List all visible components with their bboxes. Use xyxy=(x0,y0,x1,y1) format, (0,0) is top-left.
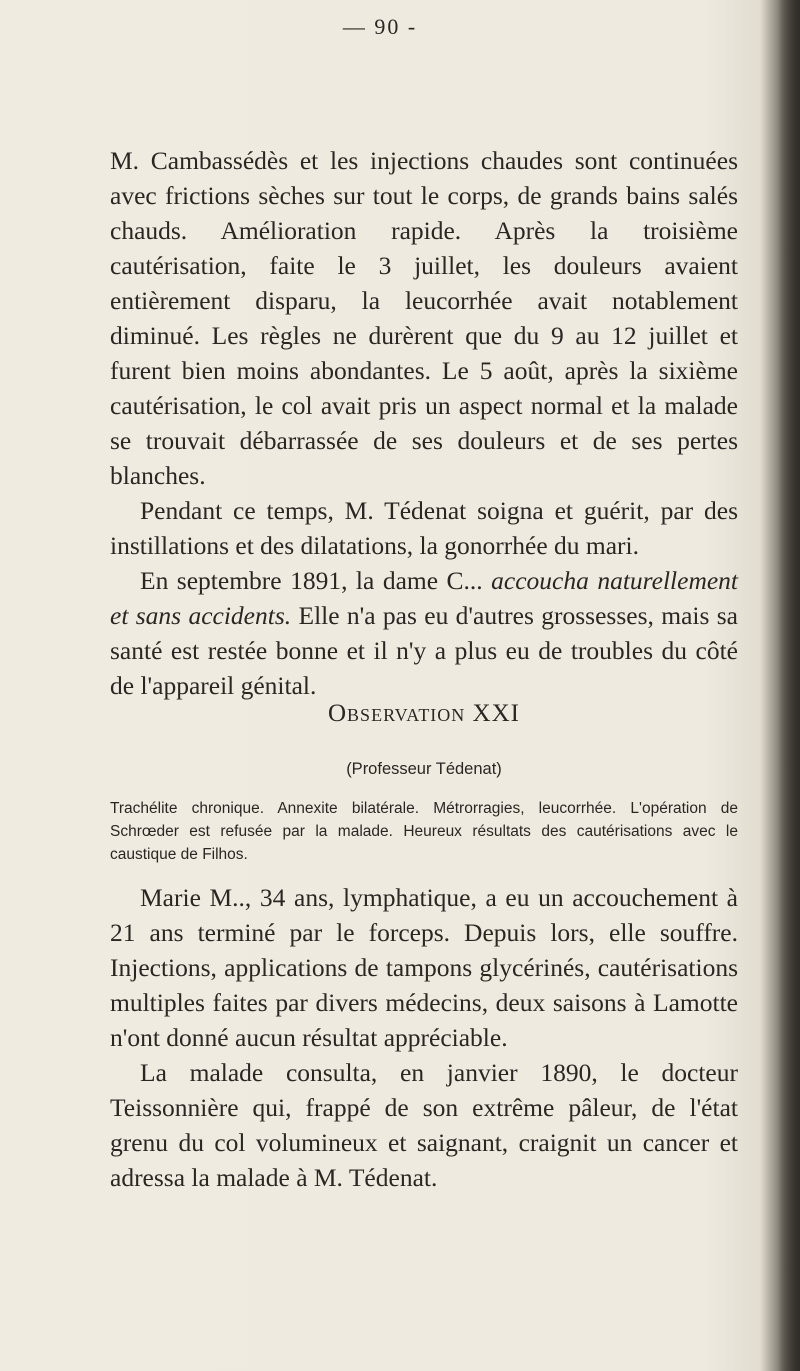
observation-author: (Professeur Tédenat) xyxy=(346,760,502,778)
observation-summary: Trachélite chronique. Annexite bilatérale. Métrorragies, leucorrhée. L'opération de Schrœder est refusée par la malade. Heureux résultats des cautérisations avec le caustique de Filhos. xyxy=(110,800,738,863)
paragraph-5: La malade consulta, en janvier 1890, le docteur Teissonnière qui, frappé de son extrême pâleur, de l'état grenu du col volumineux et saignant, craignit un cancer et adressa la malade à M. Tédenat. xyxy=(110,1058,738,1192)
paragraph-4: Marie M.., 34 ans, lymphatique, a eu un accouchement à 21 ans terminé par le forceps. Depuis lors, elle souffre. Injections, applications de tampons glycérinés, cautérisations multiples faites par divers médecins, deux saisons à Lamotte n'ont donné aucun résultat appréciable. xyxy=(110,883,738,1052)
paragraph-2: Pendant ce temps, M. Tédenat soigna et guérit, par des instillations et des dilatations, la gonorrhée du mari. xyxy=(110,496,738,560)
observation-title: Observation XXI xyxy=(328,700,520,727)
paragraph-3 xyxy=(110,563,738,703)
page-number: — 90 - xyxy=(342,14,418,39)
page-edge-shadow xyxy=(778,0,800,1371)
paragraph-3-end: Elle n'a pas eu d'autres grossesses, mais sa santé est restée bonne et il n'y a plus eu de troubles du côté de l'appareil génital. xyxy=(110,601,738,700)
paragraph-3-start: En septembre 1891, la dame C... xyxy=(140,566,492,595)
body-text-bottom xyxy=(110,880,738,1195)
body-text-top xyxy=(110,143,738,703)
paragraph-3-italic: accoucha naturellement et sans accidents. xyxy=(110,566,739,630)
paragraph-1: M. Cambassédès et les injections chaudes sont continuées avec frictions sèches sur tout le corps, de grands bains salés chauds. Amélioration rapide. Après la troisième cautérisation, faite le 3 juillet, les douleurs avaient entièrement disparu, la leucorrhée avait notablement diminué. Les règles ne durèrent que du 9 au 12 juillet et furent bien moins abondantes. Le 5 août, après la sixième cautérisation, le col avait pris un aspect normal et la malade se trouvait débarrassée de ses douleurs et de ses pertes blanches. xyxy=(110,146,738,490)
